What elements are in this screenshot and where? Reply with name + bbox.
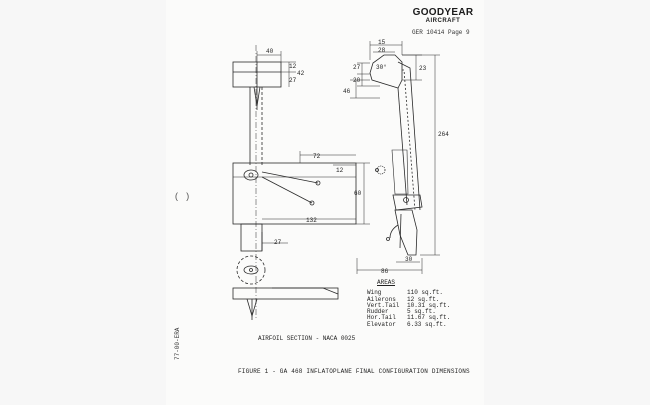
- side-stamp: 77-00-ERA: [174, 327, 181, 360]
- dimension-labels: [266, 39, 449, 275]
- dim-72: 72: [313, 153, 321, 160]
- dim-86: 86: [381, 268, 389, 275]
- areas-row: Vert.Tail 10.31 sq.ft.: [367, 301, 451, 309]
- dim-60: 60: [354, 190, 362, 197]
- side-view-dimension-lines: [350, 41, 440, 274]
- dim-27-side: 27: [353, 64, 361, 71]
- dim-15: 15: [378, 39, 386, 46]
- dim-12: 12: [289, 63, 297, 70]
- dim-42: 42: [297, 70, 305, 77]
- logo-sub: AIRCRAFT: [425, 18, 461, 24]
- areas-row: Elevator 6.33 sq.ft.: [367, 320, 447, 328]
- dim-27: 27: [289, 77, 297, 84]
- side-view-drawing: [370, 55, 422, 255]
- dim-30: 30: [405, 256, 413, 263]
- dim-40: 40: [266, 48, 274, 55]
- dim-27-lower: 27: [274, 239, 282, 246]
- dim-20: 20: [353, 77, 361, 84]
- dim-30-deg: 30°: [376, 64, 387, 71]
- document-number: GER 10414 Page 9: [412, 29, 470, 36]
- dim-264: 264: [438, 131, 449, 138]
- areas-row: Hor.Tail 11.67 sq.ft.: [367, 314, 451, 322]
- areas-table: [367, 280, 450, 328]
- areas-heading: AREAS: [377, 279, 396, 286]
- dim-28: 28: [378, 47, 386, 54]
- dim-23: 23: [419, 65, 427, 72]
- dim-46: 46: [343, 88, 351, 95]
- areas-row: Wing 110 sq.ft.: [367, 289, 444, 297]
- areas-row: Ailerons 12 sq.ft.: [367, 295, 440, 303]
- areas-row: Rudder 5 sq.ft.: [367, 308, 436, 316]
- dim-132: 132: [306, 217, 317, 224]
- front-view-drawing: [233, 45, 356, 320]
- airfoil-section-label: AIRFOIL SECTION - NACA 0025: [258, 335, 356, 342]
- figure-caption: FIGURE 1 - GA 468 INFLATOPLANE FINAL CONFIGURATION DIMENSIONS: [238, 368, 470, 375]
- margin-mark: ( ): [174, 192, 191, 202]
- logo-brand: GOODYEAR: [412, 7, 474, 18]
- dim-12-wing: 12: [336, 167, 344, 174]
